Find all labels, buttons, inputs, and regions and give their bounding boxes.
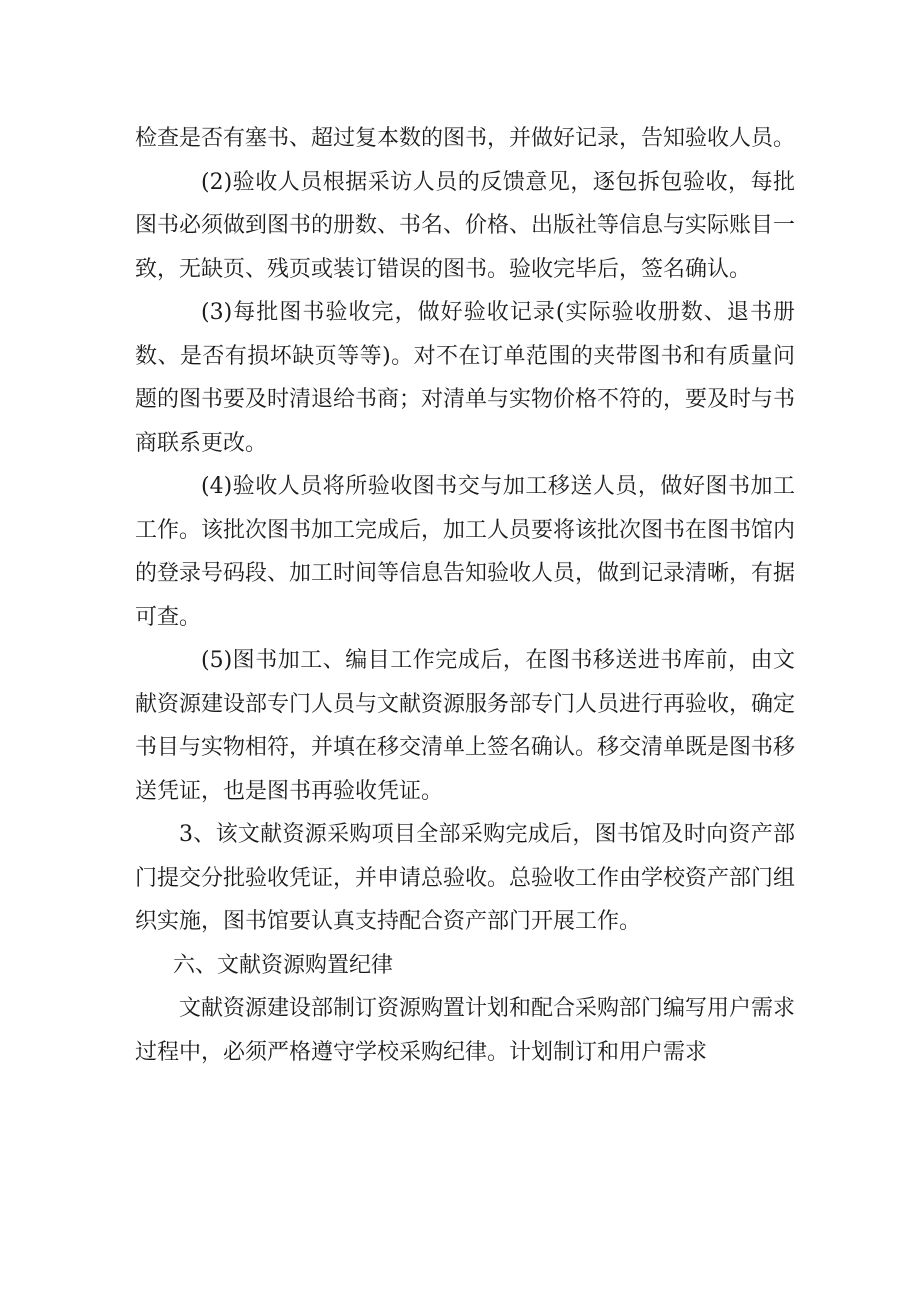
paragraph-continuation: 检查是否有塞书、超过复本数的图书，并做好记录，告知验收人员。 xyxy=(135,126,796,151)
paragraph-item-2: (2)验收人员根据采访人员的反馈意见，逐包拆包验收，每批图书必须做到图书的册数、书名、价格、出版社等信息与实际账目一致，无缺页、残页或装订错误的图书。验收完毕后，签名确认。 xyxy=(135,169,796,282)
section-heading-six: 六、文献资源购置纪律 xyxy=(173,952,394,978)
document-body xyxy=(135,117,795,1074)
paragraph-item-5: (5)图书加工、编目工作完成后，在图书移送进书库前，由文献资源建设部专门人员与文献资源服务部专门人员进行再验收，确定书目与实物相符，并填在移交清单上签名确认。移交清单既是图书移送凭证，也是图书再验收凭证。 xyxy=(135,648,796,804)
paragraph-discipline: 文献资源建设部制订资源购置计划和配合采购部门编写用户需求过程中，必须严格遵守学校采购纪律。计划制订和用户需求 xyxy=(135,996,796,1065)
paragraph-section-3: 3、该文献资源采购项目全部采购完成后，图书馆及时向资产部门提交分批验收凭证，并申请总验收。总验收工作由学校资产部门组织实施，图书馆要认真支持配合资产部门开展工作。 xyxy=(135,822,796,934)
paragraph-item-4: (4)验收人员将所验收图书交与加工移送人员，做好图书加工工作。该批次图书加工完成后，加工人员要将该批次图书在图书馆内的登录号码段、加工时间等信息告知验收人员，做到记录清晰，有据可查。 xyxy=(135,474,796,630)
paragraph-item-3: (3)每批图书验收完，做好验收记录(实际验收册数、退书册数、是否有损坏缺页等等)。对不在订单范围的夹带图书和有质量问题的图书要及时清退给书商；对清单与实物价格不符的，要及时与书商联系更改。 xyxy=(135,300,796,456)
